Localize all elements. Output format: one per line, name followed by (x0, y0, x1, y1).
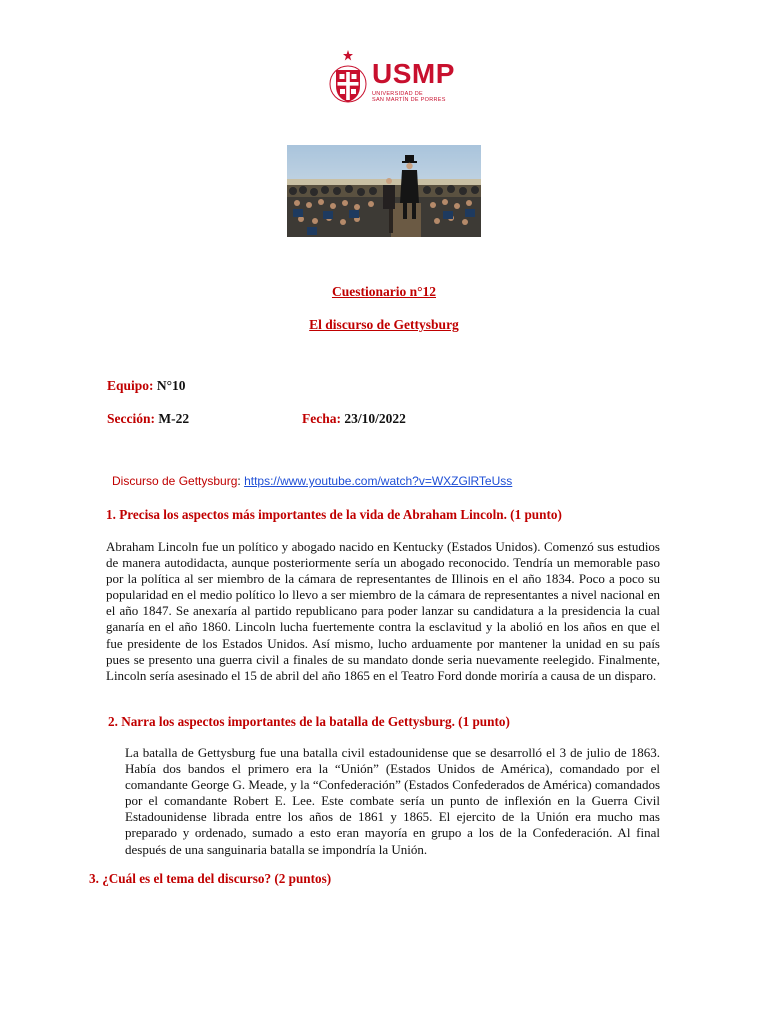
question-2: 2. Narra los aspectos importantes de la batalla de Gettysburg. (1 punto) (108, 714, 510, 729)
speech-link-separator: : (237, 474, 245, 488)
question-3: 3. ¿Cuál es el tema del discurso? (2 puntos) (89, 871, 332, 886)
logo-subtitle-line1: UNIVERSIDAD DE (372, 91, 423, 97)
document-subtitle: El discurso de Gettysburg (309, 317, 459, 332)
university-seal-icon (328, 48, 368, 110)
date-label: Fecha: (302, 411, 341, 426)
section-value: M-22 (155, 411, 190, 426)
youtube-link[interactable]: https://www.youtube.com/watch?v=WXZGlRTeUss (244, 474, 513, 488)
team-value: N°10 (153, 378, 186, 393)
speech-link-label: Discurso de Gettysburg (112, 474, 238, 488)
section-field (107, 411, 189, 427)
answer-1: Abraham Lincoln fue un político y abogado nacido en Kentucky (Estados Unidos). Comenzó sus estudios de manera autodidacta, aunque posteriormente sería un abogado reconocido. Tendría un memorable paso por la política al ser miembro de la cámara de representantes de Illinois en el año 1834. Poco a poco su popularidad en el medio político lo llevo a ser miembro de la cámara de representantes a nivel nacional en el año 1847. Se anexaría al partido republicano para poder lanzar su candidatura a la presidencia la cual ganaría en el año 1860. Lincoln lucha fuertemente contra la esclavitud y la abolió en los años en que el fue presidente de los Estados Unidos. Así mismo, lucho arduamente por mantener la unidad en su país pues se presento una guerra civil a finales de su mandato donde seria nuevamente reelegido. Finalmente, Lincoln sería asesinado el 15 de abril del año 1865 en el Teatro Ford donde moriría a causa de un disparo. (106, 539, 660, 683)
team-field (107, 378, 186, 394)
logo-subtitle (372, 91, 446, 104)
question-1: 1. Precisa los aspectos más importantes de la vida de Abraham Lincoln. (1 punto) (106, 507, 562, 522)
logo-wordmark: USMP (372, 58, 455, 89)
section-label: Sección: (107, 411, 155, 426)
team-label: Equipo: (107, 378, 154, 393)
speech-link-line (112, 474, 512, 488)
usmp-logo (328, 48, 458, 110)
date-value: 23/10/2022 (340, 411, 406, 426)
logo-subtitle-line2: SAN MARTÍN DE PORRES (372, 97, 446, 104)
answer-2: La batalla de Gettysburg fue una batalla civil estadounidense que se desarrolló el 3 de julio de 1863. Había dos bandos el primero era la “Unión” (Estados Unidos de América), comandado por el comandante George G. Meade, y la “Confederación” (Estados Confederados de América) comandados por el comandante Robert E. Lee. Este combate sería un punto de inflexión en la Guerra Civil Estadounidense librada entre los años de 1861 y 1865. El ejercito de la Unión era mucho mas preparado y ordenado, sumado a esto eran mayoría en grupo a los de la Confederación. Al final después de una sanguinaria batalla se impondría la Unión. (125, 745, 660, 857)
gettysburg-speech-illustration (287, 145, 481, 237)
date-field (302, 411, 406, 427)
questionnaire-title: Cuestionario n°12 (331, 284, 437, 299)
